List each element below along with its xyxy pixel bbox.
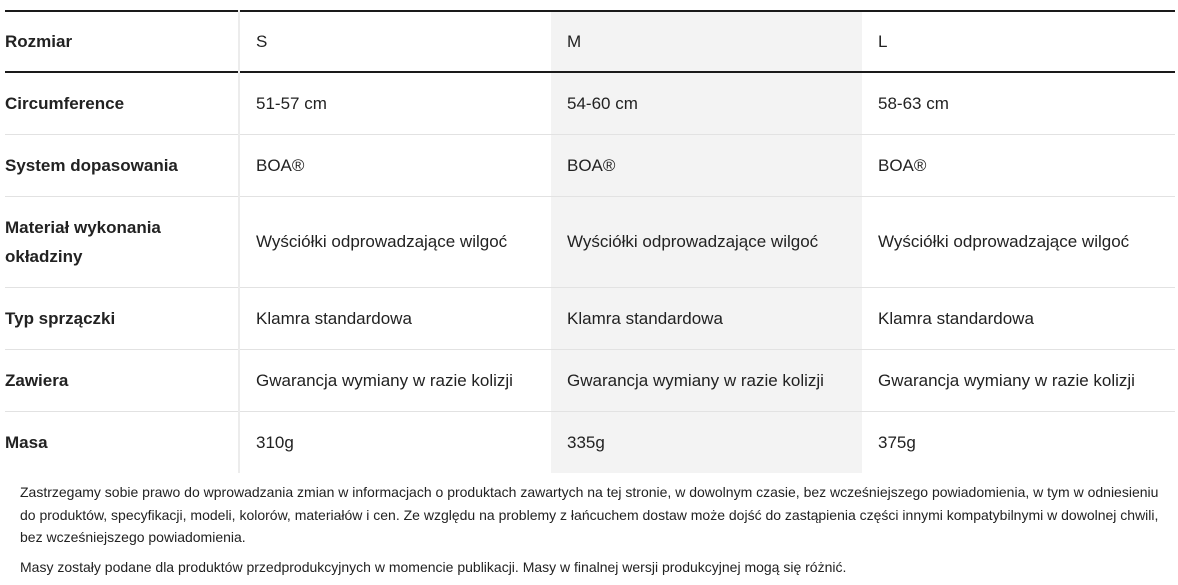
row-label-weight: Masa <box>5 412 239 474</box>
row-label-includes: Zawiera <box>5 350 239 412</box>
table-row <box>5 412 1175 474</box>
table-header-row <box>5 11 1175 72</box>
row-label-circumference: Circumference <box>5 72 239 135</box>
row-label-buckle-type: Typ sprzączki <box>5 288 239 350</box>
weights-note-text: Masy zostały podane dla produktów przedprodukcyjnych w momencie publikacji. Masy w finalnej wersji produkcyjnej mogą się różnić. <box>20 558 847 575</box>
cell-m: 335g <box>551 412 862 474</box>
cell-s: Wyściółki odprowadzające wilgoć <box>256 232 508 251</box>
table-row <box>5 197 1175 288</box>
cell-s: BOA® <box>256 155 305 175</box>
footnotes <box>20 481 1160 585</box>
cell-s: 310g <box>256 432 294 452</box>
disclaimer-text: Zastrzegamy sobie prawo do wprowadzania zmian w informacjach o produktach zawartych na tej stronie, w dowolnym czasie, bez wcześniejszego powiadomienia, w tym w odniesieniu do produktów, specyfikacji, modeli, kolorów, materiałów i cen. Ze względu na problemy z łańcuchem dostaw może dojść do zastąpienia części innymi kompatybilnymi w dowolnej chwili, bez wcześniejszego powiadomienia. <box>20 484 1159 545</box>
header-size-s: S <box>256 31 268 51</box>
cell-m: Wyściółki odprowadzające wilgoć <box>551 197 862 288</box>
cell-s: 51-57 cm <box>256 93 327 113</box>
cell-m: 54-60 cm <box>551 72 862 135</box>
cell-l: BOA® <box>878 155 927 175</box>
table-row <box>5 288 1175 350</box>
table-row <box>5 135 1175 197</box>
cell-l: 58-63 cm <box>878 93 949 113</box>
header-size-l: L <box>878 31 888 51</box>
header-label-size: Rozmiar <box>5 11 239 72</box>
cell-s: Klamra standardowa <box>256 308 412 328</box>
cell-l: Gwarancja wymiany w razie kolizji <box>878 370 1135 390</box>
cell-l: 375g <box>878 432 916 452</box>
cell-m: BOA® <box>551 135 862 197</box>
table-row <box>5 72 1175 135</box>
cell-m: Gwarancja wymiany w razie kolizji <box>551 350 862 412</box>
cell-s: Gwarancja wymiany w razie kolizji <box>256 370 513 390</box>
header-size-m: M <box>551 11 862 72</box>
cell-l: Klamra standardowa <box>878 308 1034 328</box>
cell-l: Wyściółki odprowadzające wilgoć <box>878 232 1130 251</box>
row-label-fit-system: System dopasowania <box>5 135 239 197</box>
cell-m: Klamra standardowa <box>551 288 862 350</box>
size-spec-table <box>5 10 1175 473</box>
row-label-lining-material: Materiał wykonania okładziny <box>5 197 239 288</box>
table-row <box>5 350 1175 412</box>
